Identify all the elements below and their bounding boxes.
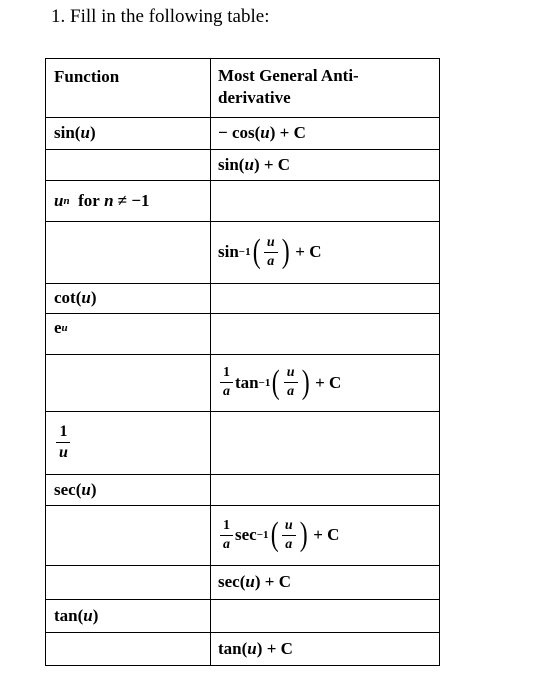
antiderivative-sec: sec ( u ) + C bbox=[218, 572, 291, 591]
antiderivative-table bbox=[45, 58, 440, 666]
question-title: 1. Fill in the following table: bbox=[51, 6, 270, 27]
antiderivative-neg-cos: − cos ( u ) + C bbox=[218, 123, 306, 142]
antiderivative-sin: sin ( u ) + C bbox=[218, 154, 291, 174]
function-sec: sec ( u ) bbox=[54, 479, 97, 499]
antiderivative-arctan: $\frac{1}{a}$ tan −1 ( $\frac{u}{a}$ ) + C bbox=[218, 354, 341, 411]
row-divider bbox=[46, 313, 439, 314]
function-reciprocal: $\frac{1}{u}$ bbox=[54, 411, 73, 474]
antiderivative-arcsec: $\frac{1}{a}$ sec −1 ( $\frac{u}{a}$ ) + C bbox=[218, 505, 339, 565]
row-divider bbox=[46, 474, 439, 475]
row-divider bbox=[46, 599, 439, 600]
function-tan: tan ( u ) bbox=[54, 605, 99, 625]
function-exp: e u bbox=[54, 318, 68, 337]
row-divider bbox=[46, 411, 439, 412]
function-sin: sin ( u ) bbox=[54, 123, 96, 142]
antiderivative-arcsin: sin −1 ( $\frac{u}{a}$ ) + C bbox=[218, 233, 322, 270]
function-cot: cot ( u ) bbox=[54, 288, 97, 307]
header-antiderivative: Most General Anti-derivative bbox=[218, 66, 359, 107]
antiderivative-tan: tan ( u ) + C bbox=[218, 639, 293, 658]
header-function: Function bbox=[54, 67, 120, 86]
function-power: u n for n ≠ −1 bbox=[54, 190, 150, 210]
row-divider bbox=[46, 283, 439, 284]
